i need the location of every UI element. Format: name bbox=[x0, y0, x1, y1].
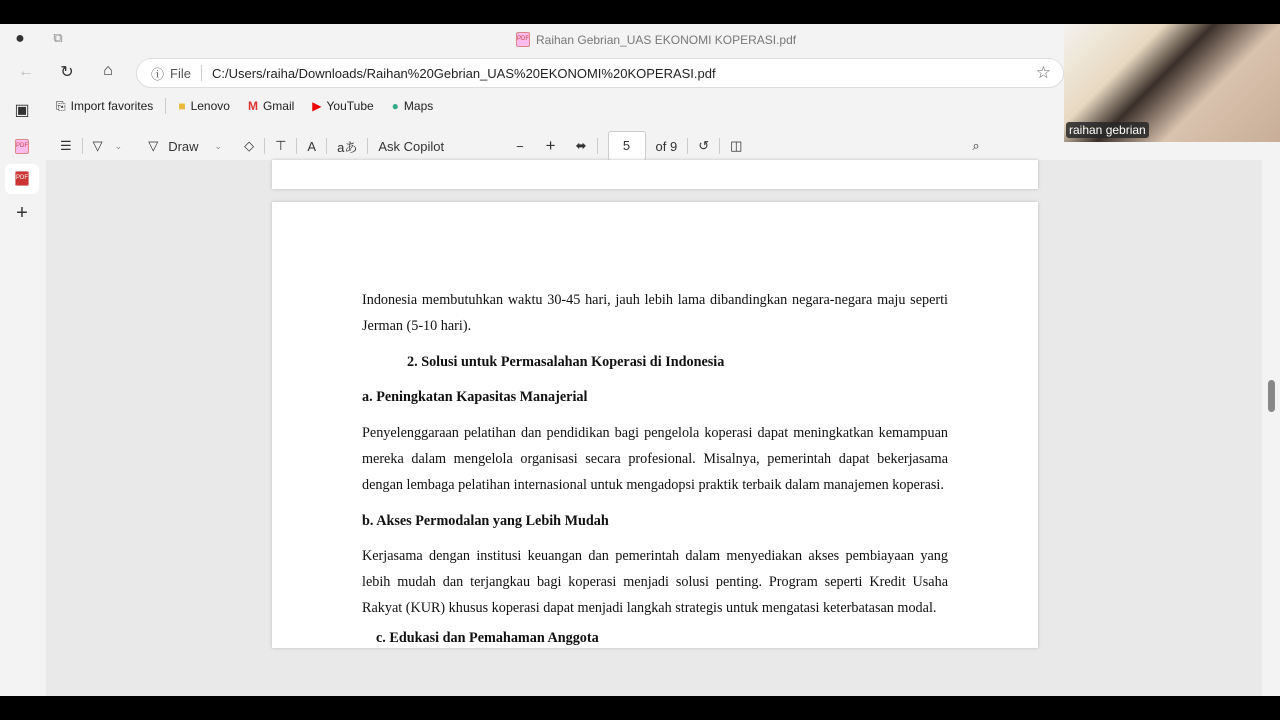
tabs-icon[interactable]: ⧉ bbox=[53, 30, 63, 45]
refresh-icon[interactable]: ↻ bbox=[60, 64, 74, 81]
pdf-page-4 bbox=[272, 160, 1038, 189]
chevron-down-icon[interactable]: ⌄ bbox=[114, 140, 123, 151]
favorite-maps[interactable]: ● Maps bbox=[391, 99, 434, 113]
draw-button[interactable]: Draw bbox=[168, 138, 199, 154]
scrollbar-thumb[interactable] bbox=[1268, 380, 1275, 412]
paragraph-a: Penyelenggaraan pelatihan dan pendidikan bagi pengelola koperasi dapat meningkatkan kemampuan mereka dalam mengelola organisasi secara profesional. Misalnya, pemerintah dapat bekerjasama dengan lembaga pelatihan internasional untuk mengadopsi praktik terbaik dalam manajemen koperasi. bbox=[362, 425, 948, 493]
window-title: Raihan Gebrian_UAS EKONOMI KOPERASI.pdf bbox=[536, 32, 797, 47]
draw-icon[interactable]: ▽ bbox=[148, 138, 159, 153]
highlight-icon[interactable]: ▽ bbox=[92, 138, 103, 153]
favorite-youtube[interactable]: ▶ YouTube bbox=[312, 99, 374, 113]
pdf-tab-icon[interactable]: PDF bbox=[15, 139, 29, 154]
fit-width-icon[interactable]: ⬌ bbox=[575, 138, 587, 153]
text-box-icon[interactable]: ⊤ bbox=[275, 138, 287, 153]
search-icon[interactable]: ⌕ bbox=[972, 138, 980, 153]
info-icon[interactable]: ⓘ bbox=[151, 66, 165, 82]
subheading-b: b. Akses Permodalan yang Lebih Mudah bbox=[362, 512, 609, 529]
favorite-import[interactable]: ⎘ Import favorites bbox=[56, 98, 154, 113]
add-icon[interactable]: + bbox=[16, 202, 28, 224]
paragraph-b: Kerjasama dengan institusi keuangan dan pemerintah dalam menyediakan akses pembiayaan yang lebih mudah dan terjangkau bagi koperasi menjadi solusi penting. Program seperti Kredit Usaha Rakyat (KUR) khusus koperasi dapat menjadi langkah strategis untuk mengatasi keterbatasan modal. bbox=[362, 548, 948, 616]
ask-copilot-button[interactable]: Ask Copilot bbox=[378, 138, 445, 154]
address-scheme: File bbox=[170, 65, 191, 81]
pdf-viewport bbox=[46, 160, 1262, 696]
back-icon[interactable]: ← bbox=[18, 63, 34, 80]
favorite-gmail[interactable]: M Gmail bbox=[247, 99, 295, 113]
scrollbar[interactable] bbox=[1262, 160, 1280, 696]
pdf-page-5 bbox=[272, 202, 1038, 648]
webcam-overlay bbox=[1064, 24, 1280, 142]
section-heading: 2. Solusi untuk Permasalahan Koperasi di Indonesia bbox=[407, 353, 725, 370]
page-view-icon[interactable]: ◫ bbox=[730, 138, 743, 153]
translate-icon[interactable]: aあ bbox=[337, 139, 358, 155]
chevron-down-icon[interactable]: ⌄ bbox=[214, 140, 223, 151]
read-aloud-icon[interactable]: A bbox=[307, 138, 317, 154]
page-number-input[interactable]: 5 bbox=[608, 131, 646, 161]
rotate-icon[interactable]: ↺ bbox=[698, 138, 710, 153]
favorite-lenovo[interactable]: ■ Lenovo bbox=[178, 99, 230, 113]
address-bar[interactable] bbox=[136, 58, 1064, 88]
webcam-name: raihan gebrian bbox=[1066, 122, 1149, 138]
sidebar bbox=[0, 92, 46, 696]
subheading-a: a. Peningkatan Kapasitas Manajerial bbox=[362, 389, 588, 406]
active-pdf-tab[interactable]: PDF bbox=[5, 164, 39, 194]
profile-icon[interactable]: ● bbox=[15, 30, 25, 47]
pdf-icon: PDF bbox=[516, 32, 530, 47]
zoom-in-icon[interactable]: + bbox=[545, 136, 556, 155]
address-url[interactable]: C:/Users/raiha/Downloads/Raihan%20Gebrian_UAS%20EKONOMI%20KOPERASI.pdf bbox=[211, 65, 716, 81]
paragraph: Indonesia membutuhkan waktu 30-45 hari, jauh lebih lama dibandingkan negara-negara maju seperti Jerman (5-10 hari). bbox=[362, 292, 948, 334]
favorite-star-icon[interactable]: ☆ bbox=[1035, 63, 1051, 82]
sidebar-panel-icon[interactable]: ▣ bbox=[14, 102, 30, 119]
home-icon[interactable]: ⌂ bbox=[103, 62, 113, 79]
zoom-out-icon[interactable]: − bbox=[516, 138, 524, 154]
page-count: of 9 bbox=[655, 138, 678, 154]
favorites-bar bbox=[56, 94, 433, 118]
contents-icon[interactable]: ☰ bbox=[60, 138, 72, 153]
subheading-c: c. Edukasi dan Pemahaman Anggota bbox=[376, 629, 599, 646]
eraser-icon[interactable]: ◇ bbox=[244, 138, 255, 153]
